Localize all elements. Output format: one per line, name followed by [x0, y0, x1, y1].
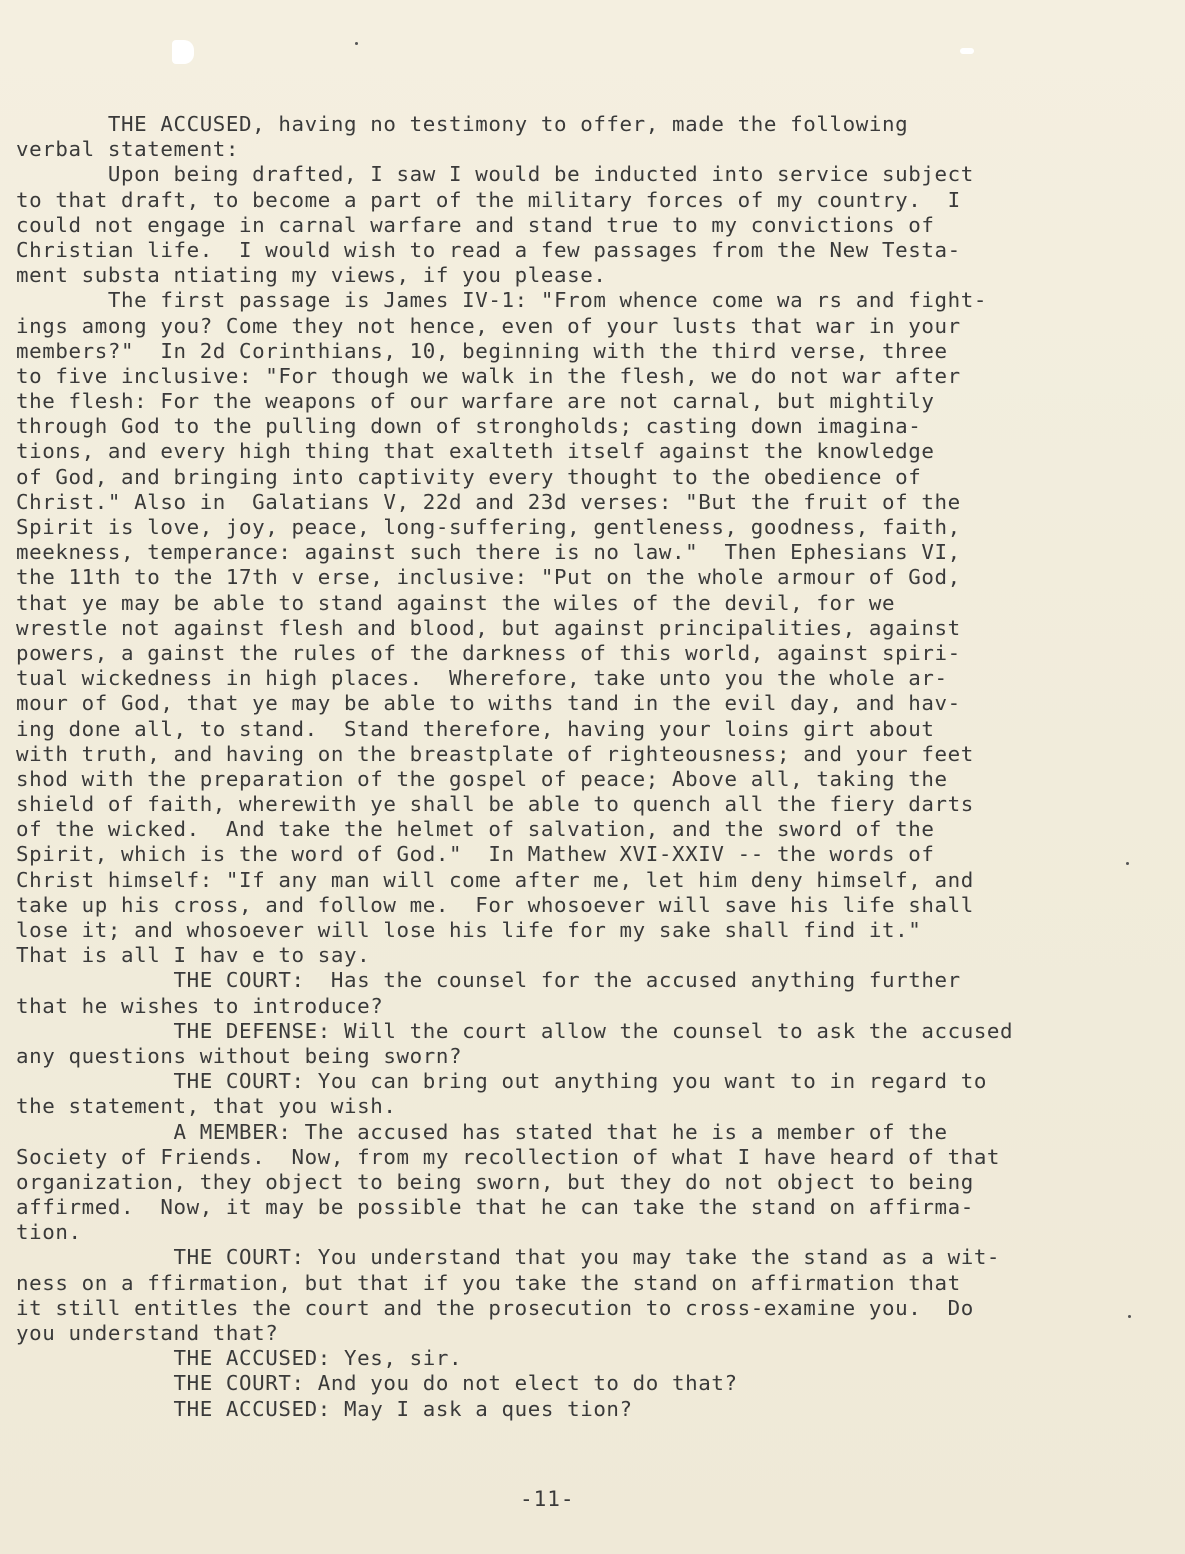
text-line: of the wicked. And take the helmet of salvation, and the sword of the [16, 817, 935, 842]
text-line: ing done all, to stand. Stand therefore, having your loins girt about [16, 716, 935, 741]
text-line: meekness, temperance: against such there is no law." Then Ephesians VI, [16, 540, 961, 565]
text-line: tions, and every high thing that exalteth itself against the knowledge [16, 439, 935, 464]
text-line: that he wishes to introduce? [16, 993, 384, 1018]
punch-hole [172, 40, 194, 64]
text-line: Spirit, which is the word of God." In Mathew XVI-XXIV -- the words of [16, 842, 935, 867]
text-line: THE COURT: And you do not elect to do that? [16, 1371, 738, 1396]
text-line: Upon being drafted, I saw I would be inducted into service subject [16, 162, 974, 187]
text-line: THE COURT: You understand that you may take the stand as a wit- [16, 1245, 1001, 1270]
text-line: with truth, and having on the breastplate of righteousness; and your feet [16, 741, 974, 766]
text-line: THE DEFENSE: Will the court allow the counsel to ask the accused [16, 1018, 1014, 1043]
text-line: it still entitles the court and the prosecution to cross-examine you. Do [16, 1295, 974, 1320]
text-line: to that draft, to become a part of the military forces of my country. I [16, 187, 961, 212]
text-line: THE ACCUSED: Yes, sir. [16, 1346, 463, 1371]
text-line: the flesh: For the weapons of our warfare are not carnal, but mightily [16, 389, 935, 414]
text-line: ings among you? Come they not hence, even of your lusts that war in your [16, 313, 961, 338]
text-line: powers, a gainst the rules of the darkness of this world, against spiri- [16, 640, 961, 665]
paper-speck [355, 42, 358, 45]
page-number: -11- [520, 1487, 575, 1511]
text-line: affirmed. Now, it may be possible that he can take the stand on affirma- [16, 1195, 974, 1220]
text-line: ness on a ffirmation, but that if you take the stand on affirmation that [16, 1270, 961, 1295]
text-line: verbal statement: [16, 137, 240, 162]
text-line: Christian life. I would wish to read a few passages from the New Testa- [16, 237, 961, 262]
text-line: shield of faith, wherewith ye shall be able to quench all the fiery darts [16, 792, 974, 817]
text-line: THE ACCUSED, having no testimony to offer, made the following [16, 112, 909, 136]
text-line: any questions without being sworn? [16, 1043, 463, 1068]
text-line: lose it; and whosoever will lose his life for my sake shall find it." [16, 918, 922, 942]
text-line: That is all I hav e to say. [16, 943, 371, 968]
text-line: Christ." Also in Galatians V, 22d and 23d verses: "But the fruit of the [16, 489, 961, 514]
text-line: tion. [16, 1220, 82, 1245]
text-line: mour of God, that ye may be able to withs tand in the evil day, and hav- [16, 691, 961, 716]
text-line: through God to the pulling down of strongholds; casting down imagina- [16, 414, 922, 439]
text-line: A MEMBER: The accused has stated that he is a member of the [16, 1119, 948, 1144]
text-line: The first passage is James IV-1: "From whence come wa rs and fight- [16, 288, 987, 313]
text-line: members?" In 2d Corinthians, 10, beginning with the third verse, three [16, 338, 948, 363]
text-line: of God, and bringing into captivity every thought to the obedience of [16, 464, 922, 489]
text-line: take up his cross, and follow me. For whosoever will save his life shall [16, 892, 974, 917]
text-line: Spirit is love, joy, peace, long-suffering, gentleness, goodness, faith, [16, 515, 961, 539]
text-line: THE COURT: Has the counsel for the accused anything further [16, 968, 961, 993]
transcript-text [16, 112, 1166, 1422]
text-line: you understand that? [16, 1321, 279, 1345]
text-line: Christ himself: "If any man will come after me, let him deny himself, and [16, 867, 974, 892]
text-line: tual wickedness in high places. Wherefore, take unto you the whole ar- [16, 666, 948, 691]
text-line: that ye may be able to stand against the wiles of the devil, for we [16, 590, 896, 615]
text-line: THE COURT: You can bring out anything you want to in regard to [16, 1069, 987, 1094]
text-line: organization, they object to being sworn, but they do not object to being [16, 1169, 974, 1194]
text-line: to five inclusive: "For though we walk in the flesh, we do not war after [16, 363, 961, 388]
text-line: shod with the preparation of the gospel of peace; Above all, taking the [16, 766, 948, 791]
text-line: could not engage in carnal warfare and stand true to my convictions of [16, 212, 935, 237]
paper-tear [960, 48, 974, 54]
text-line: the 11th to the 17th v erse, inclusive: "Put on the whole armour of God, [16, 565, 961, 590]
text-line: THE ACCUSED: May I ask a ques tion? [16, 1396, 633, 1421]
text-line: the statement, that you wish. [16, 1094, 397, 1119]
text-line: ment substa ntiating my views, if you please. [16, 263, 607, 288]
text-line: Society of Friends. Now, from my recollection of what I have heard of that [16, 1144, 1001, 1169]
text-line: wrestle not against flesh and blood, but against principalities, against [16, 615, 961, 640]
